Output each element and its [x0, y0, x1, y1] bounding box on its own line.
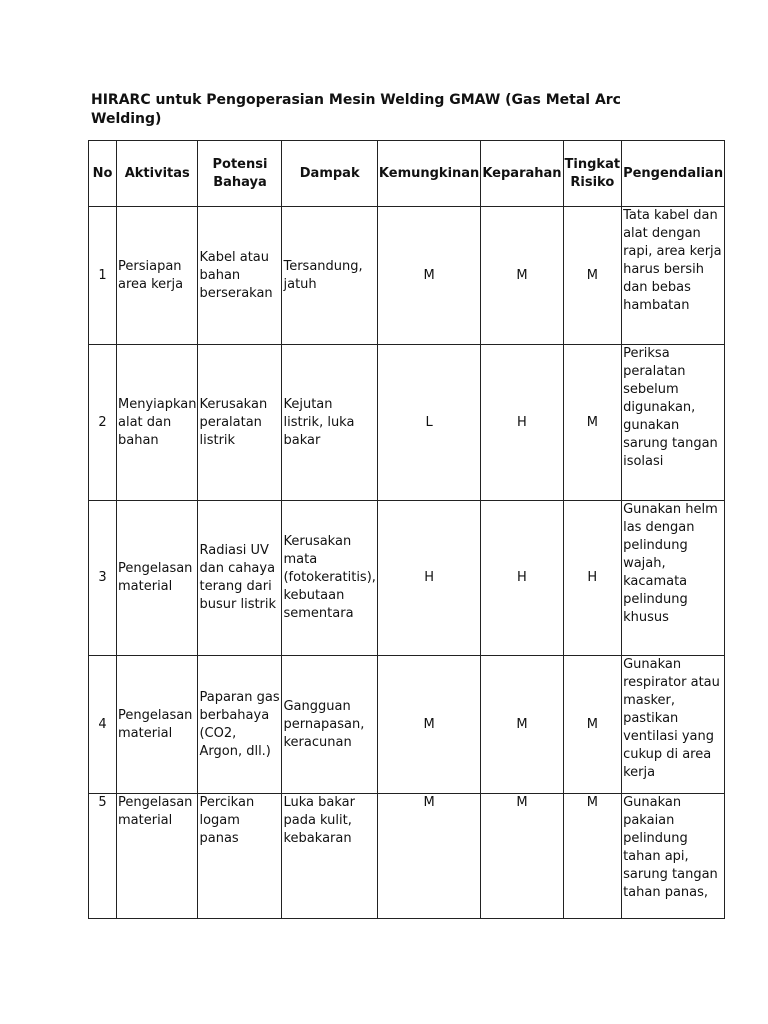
cell-pengendalian [622, 794, 725, 919]
cell-pengendalian: Periksa peralatan sebelum digunakan, gunakan sarung tangan isolasi [622, 345, 725, 501]
cell-kemungkinan: M [377, 656, 480, 794]
cell-tingkat-risiko: M [563, 794, 622, 919]
cell-aktivitas: Persiapan area kerja [117, 207, 198, 345]
cell-aktivitas: Pengelasan material [117, 794, 198, 919]
cell-kemungkinan: L [377, 345, 480, 501]
table-header-row [89, 141, 725, 207]
header-aktivitas: Aktivitas [117, 141, 198, 207]
header-tingkat-risiko: Tingkat Risiko [563, 141, 622, 207]
document-title: HIRARC untuk Pengoperasian Mesin Welding GMAW (Gas Metal Arc Welding) [91, 92, 621, 127]
cell-aktivitas: Menyiapkan alat dan bahan [117, 345, 198, 501]
cell-tingkat-risiko: H [563, 501, 622, 656]
header-dampak: Dampak [282, 141, 377, 207]
header-pengendalian: Pengendalian [622, 141, 725, 207]
cell-pengendalian: Tata kabel dan alat dengan rapi, area kerja harus bersih dan bebas hambatan [622, 207, 725, 345]
cell-potensi-bahaya: Kerusakan peralatan listrik [198, 345, 282, 501]
cell-no: 4 [89, 656, 117, 794]
table-row [89, 345, 725, 501]
cell-no: 3 [89, 501, 117, 656]
cell-no: 5 [89, 794, 117, 919]
cell-aktivitas: Pengelasan material [117, 656, 198, 794]
cell-dampak: Luka bakar pada kulit, kebakaran [282, 794, 377, 919]
cell-kemungkinan: M [377, 794, 480, 919]
cell-dampak: Tersandung, jatuh [282, 207, 377, 345]
header-kemungkinan: Kemungkinan [377, 141, 480, 207]
table-row [89, 501, 725, 656]
hirarc-table [88, 140, 725, 919]
cell-pengendalian: Gunakan helm las dengan pelindung wajah, kacamata pelindung khusus [622, 501, 725, 656]
table-row [89, 656, 725, 794]
cell-pengendalian: Gunakan respirator atau masker, pastikan ventilasi yang cukup di area kerja [622, 656, 725, 794]
cell-pengendalian-text: Gunakan pakaian pelindung tahan api, sarung tangan tahan panas, [623, 795, 718, 900]
header-keparahan: Keparahan [481, 141, 563, 207]
cell-potensi-bahaya: Kabel atau bahan berserakan [198, 207, 282, 345]
table-row [89, 207, 725, 345]
table-row [89, 794, 725, 919]
cell-potensi-bahaya: Paparan gas berbahaya (CO2, Argon, dll.) [198, 656, 282, 794]
cell-keparahan: H [481, 345, 563, 501]
cell-no: 2 [89, 345, 117, 501]
cell-aktivitas: Pengelasan material [117, 501, 198, 656]
header-potensi-bahaya: Potensi Bahaya [198, 141, 282, 207]
cell-kemungkinan: H [377, 501, 480, 656]
cell-dampak: Kerusakan mata (fotokeratitis), kebutaan sementara [282, 501, 377, 656]
header-no: No [89, 141, 117, 207]
cell-potensi-bahaya: Percikan logam panas [198, 794, 282, 919]
cell-potensi-bahaya: Radiasi UV dan cahaya terang dari busur listrik [198, 501, 282, 656]
cell-keparahan: M [481, 656, 563, 794]
cell-tingkat-risiko: M [563, 345, 622, 501]
cell-dampak: Kejutan listrik, luka bakar [282, 345, 377, 501]
cell-tingkat-risiko: M [563, 207, 622, 345]
cell-keparahan: M [481, 207, 563, 345]
cell-no: 1 [89, 207, 117, 345]
cell-tingkat-risiko: M [563, 656, 622, 794]
cell-dampak: Gangguan pernapasan, keracunan [282, 656, 377, 794]
cell-keparahan: M [481, 794, 563, 919]
cell-keparahan: H [481, 501, 563, 656]
cell-kemungkinan: M [377, 207, 480, 345]
